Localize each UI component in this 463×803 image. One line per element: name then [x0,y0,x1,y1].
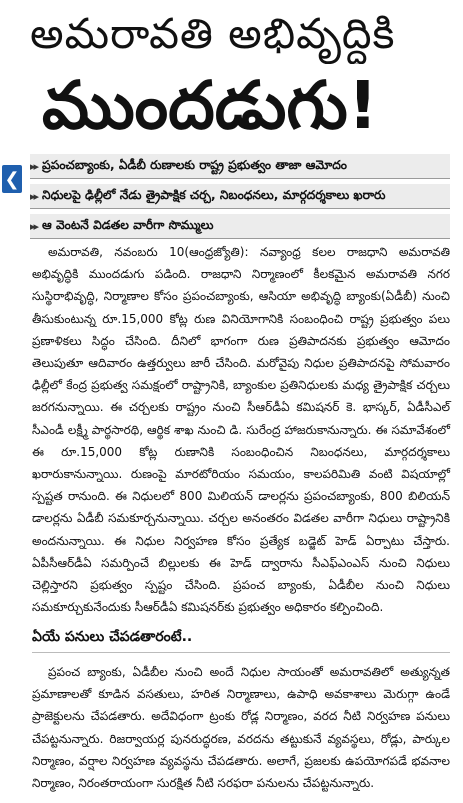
article-body [32,241,450,618]
article-paragraph-2: ప్రపంచ బ్యాంకు, ఏడీబీల నుంచి అందే నిధుల సాయంతో అమరావతిలో అత్యున్నత ప్రమాణాలతో కూడిన వసతులు, హరిత నిర్మాణాలు, ఉపాధి అవకాశాలు మెరుగ్గా ఉండే ప్రాజెక్టులను చేపడతారు. అదేవిధంగా ట్రంకు రోడ్ల నిర్మాణం, వరద నీటి నిర్వహణ పనులు చేపట్టనున్నారు. రిజర్వాయర్ల పునరుద్ధరణ, వరదను తట్టుకునే వ్యవస్థలు, రోడ్లు, పార్కుల నిర్మాణం, వర్షాల నిర్వహణ వ్యవస్థను చేపడతారు. అలాగే, ప్రజలకు ఉపయోగపడే భవనాల నిర్మాణం, నిరంతరాయంగా సురక్షిత నీటి సరఫరా పనులను చేపట్టనున్నారు. [32,665,450,791]
highlights-list [30,154,450,244]
prev-page-button[interactable] [2,165,22,193]
double-chevron-right-icon: ▸▸ [30,219,38,233]
article-body-2 [32,661,450,794]
article-subheading: ఏయే పనులు చేపడతారంటే.. [32,622,450,653]
highlight-text: నిధులపై ఢిల్లీలో నేడు త్రైపాక్షిక చర్చ, నిబంధనలు, మార్గదర్శకాలు ఖరారు [42,187,386,202]
highlight-item [30,154,450,179]
chevron-left-icon: ❮ [4,168,20,190]
highlight-item [30,184,450,209]
highlight-text: ఆ వెంటనే విడతల వారీగా సొమ్ములు [42,217,214,232]
article-paragraph-1: అమరావతి, నవంబరు 10(ఆంధ్రజ్యోతి): నవ్యాంధ్ర కలల రాజధాని అమరావతి అభివృద్ధికి ముందడుగు పడింది. రాజధాని నిర్మాణంలో కీలకమైన అమరావతి నగర సుస్థిరాభివృద్ధి, నిర్మాణాల కోసం ప్రపంచబ్యాంకు, ఆసియా అభివృద్ధి బ్యాంకు(ఏడీబీ) నుంచి తీసుకుంటున్న రూ.15,000 కోట్ల రుణ వినియోగానికి సంబంధించి రాష్ట్ర ప్రభుత్వం పలు ప్రణాళికలు సిద్ధం చేసింది. దీనిలో భాగంగా రుణ ప్రతిపాదనకు ప్రభుత్వం ఆమోదం తెలుపుతూ ఆదివారం ఉత్తర్వులు జారీ చేసింది. మరోవైపు నిధుల ప్రతిపాదనపై సోమవారం ఢిల్లీలో కేంద్ర ప్రభుత్వ సమక్షంలో రాష్ట్రానికి, బ్యాంకుల ప్రతినిధులకు మధ్య త్రైపాక్షిక చర్చలు జరగనున్నాయి. ఈ చర్చలకు రాష్ట్రం నుంచి సీఆర్‌డీఏ కమిషనర్ కె. భాస్కర్, ఏడీసీఎల్ సీఎండీ లక్ష్మీ పార్థసారథి, ఆర్థిక శాఖ నుంచి డి. సురేంద్ర హాజరుకానున్నారు. ఈ సమావేశంలో ఈ రూ.15,000 కోట్ల రుణానికి సంబంధించిన నిబంధనలు, మార్గదర్శకాలు ఖరారుకానున్నాయి. రుణంపై మారటోరియం సమయం, కాలపరిమితి వంటి విషయాల్లో స్పష్టత రానుంది. ఈ నిధులలో 800 మిలియన్ డాలర్లను ప్రపంచబ్యాంకు, 800 బిలియన్ డాలర్లను ఏడీబీ సమకూర్చనున్నాయి. చర్చల అనంతరం విడతల వారీగా నిధులు రాష్ట్రానికి అందనున్నాయి. ఈ నిధుల నిర్వహణ కోసం ప్రత్యేక బడ్జెట్ హెడ్ ఏర్పాటు చేస్తారు. ఏపీసీఆర్‌డీఏ సమర్పించే బిల్లులకు ఈ హెడ్ ద్వారాను సీఎఫ్‌ఎంఎస్ నుంచి నిధులు చెల్లిస్తారని ప్రభుత్వం స్పష్టం చేసింది. ప్రపంచ బ్యాంకు, ఏడీబీల నుంచి నిధులు సమకూర్చుకునేందుకు సీఆర్‌డీఏ కమిషనర్‌కు ప్రభుత్వం అధికారం కల్పించింది. [32,245,450,615]
double-chevron-right-icon: ▸▸ [30,189,38,203]
headline-line-1: అమరావతి అభివృద్ధికి [30,9,396,58]
double-chevron-right-icon: ▸▸ [30,159,38,173]
headline-line-2: ముందడుగు! [42,67,378,144]
highlight-item [30,214,450,239]
highlight-text: ప్రపంచబ్యాంకు, ఏడీబీ రుణాలకు రాష్ట్ర ప్రభుత్వం తాజా ఆమోదం [42,157,347,172]
